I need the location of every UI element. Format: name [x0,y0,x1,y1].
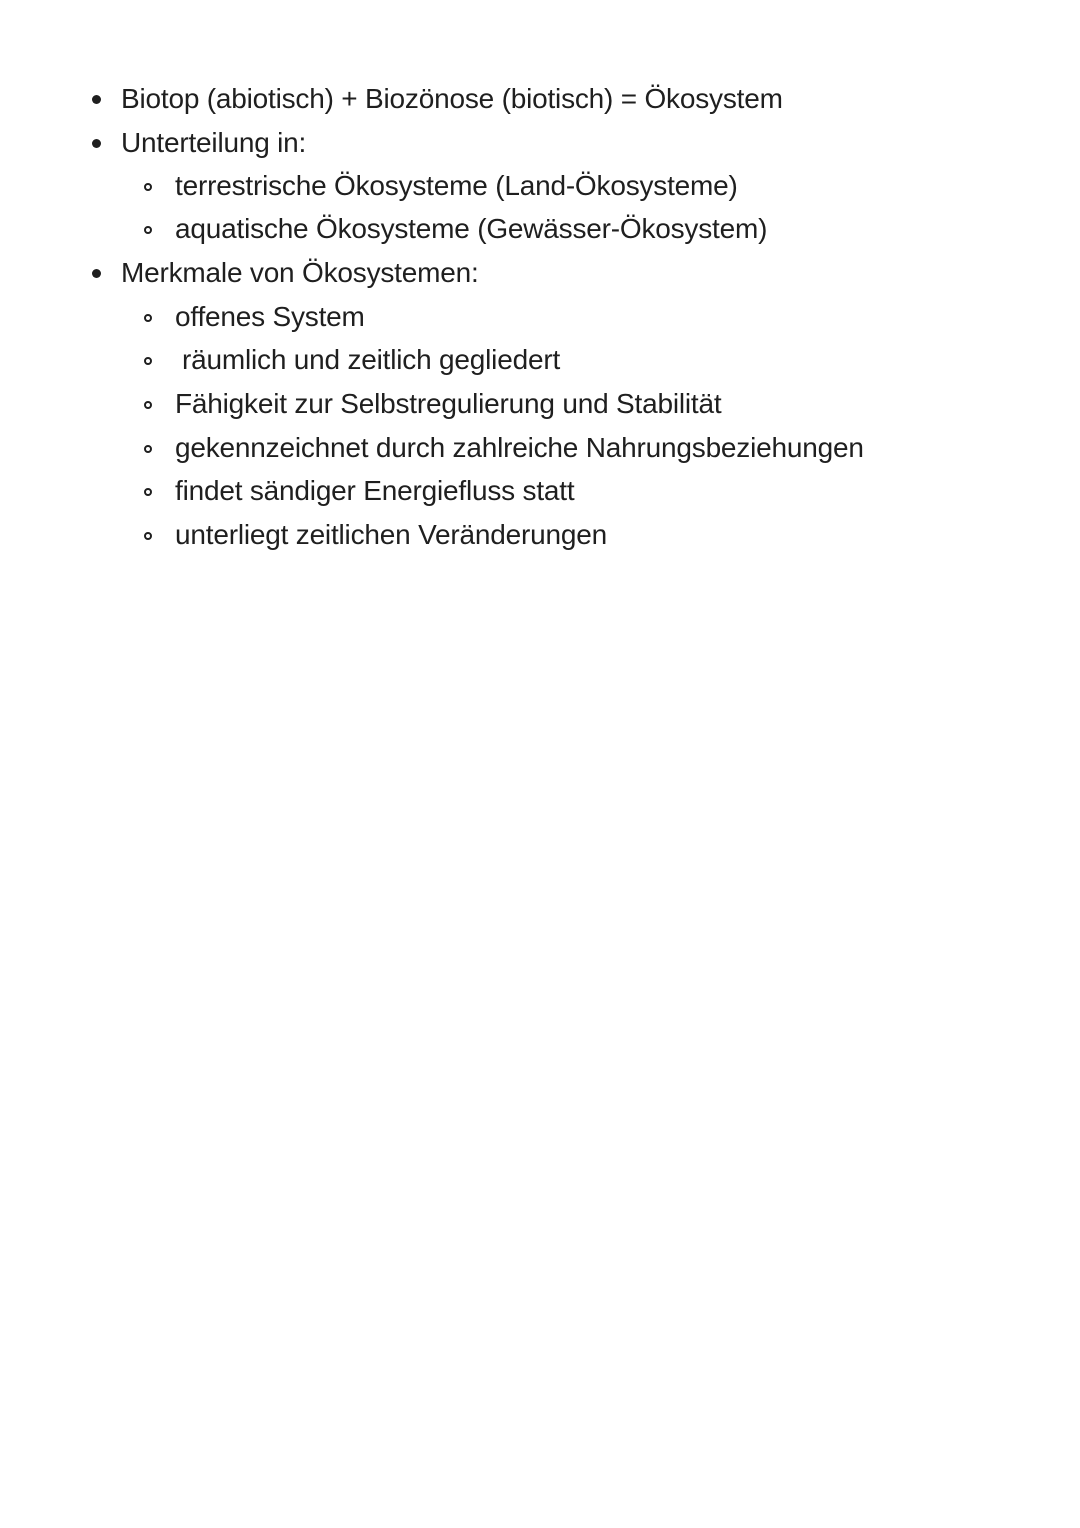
sublist-item-text: terrestrische Ökosysteme (Land-Ökosysteme) [175,170,738,201]
list-item-biotop [0,82,1000,126]
list-item-text: Biotop (abiotisch) + Biozönose (biotisch) = Ökosystem [121,83,783,114]
sublist-item-text: Fähigkeit zur Selbstregulierung und Stabilität [175,388,722,419]
bullet-circle-icon [144,532,152,540]
bullet-circle-icon [144,401,152,409]
sublist-item-raeumlich [0,343,1000,387]
sublist-item-text: findet sändiger Energiefluss statt [175,475,575,506]
sublist-item-aquatisch [0,212,1000,256]
sublist-item-text: räumlich und zeitlich gegliedert [182,344,561,375]
sublist-item-energiefluss [0,474,1000,518]
list-item-text: Merkmale von Ökosystemen: [121,257,479,288]
sublist-item-text: offenes System [175,301,365,332]
sublist-item-text: unterliegt zeitlichen Veränderungen [175,519,607,550]
sublist-item-terrestrisch [0,169,1000,213]
bullet-disc-icon [92,269,101,278]
bullet-circle-icon [144,183,152,191]
list-item-text: Unterteilung in: [121,127,307,158]
bullet-circle-icon [144,357,152,365]
bullet-circle-icon [144,445,152,453]
bullet-circle-icon [144,226,152,234]
list-item-unterteilung [0,126,1000,170]
sublist-item-offenes-system [0,300,1000,344]
sublist-item-selbstregulierung [0,387,1000,431]
bullet-disc-icon [92,139,101,148]
sublist-item-text: gekennzeichnet durch zahlreiche Nahrungsbeziehungen [175,432,864,463]
sublist-item-veraenderungen [0,518,1000,562]
bullet-circle-icon [144,314,152,322]
list-item-merkmale [0,256,1000,300]
sublist-item-nahrungsbeziehungen [0,431,1000,475]
bullet-disc-icon [92,95,101,104]
sublist-item-text: aquatische Ökosysteme (Gewässer-Ökosystem) [175,213,768,244]
bullet-circle-icon [144,488,152,496]
